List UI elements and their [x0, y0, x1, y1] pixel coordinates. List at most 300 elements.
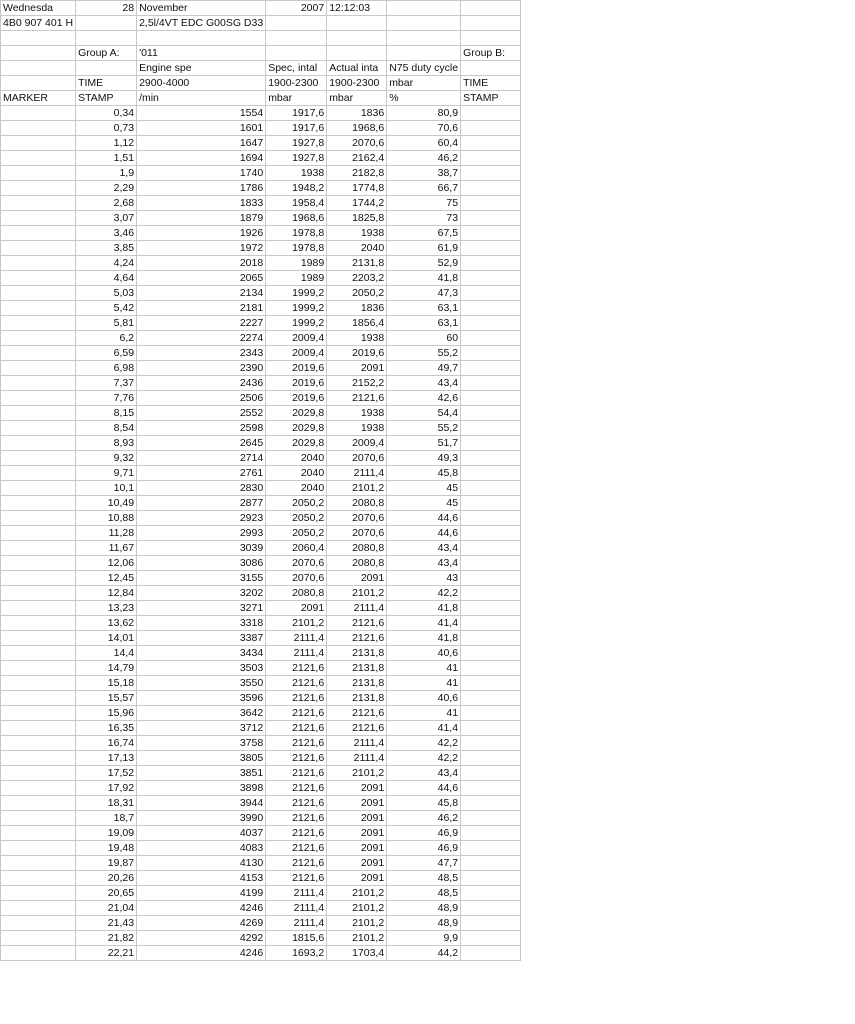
marker-cell[interactable]: [1, 105, 76, 120]
header-cell[interactable]: [327, 45, 387, 60]
data-cell[interactable]: 9,9: [387, 930, 461, 945]
data-cell[interactable]: 17,92: [76, 780, 137, 795]
group-b-cell[interactable]: [461, 450, 521, 465]
data-cell[interactable]: 2877: [137, 495, 266, 510]
data-cell[interactable]: 1938: [327, 405, 387, 420]
marker-cell[interactable]: [1, 675, 76, 690]
data-cell[interactable]: 2131,8: [327, 660, 387, 675]
data-cell[interactable]: 2506: [137, 390, 266, 405]
marker-cell[interactable]: [1, 285, 76, 300]
data-cell[interactable]: 63,1: [387, 315, 461, 330]
data-cell[interactable]: 2121,6: [266, 765, 327, 780]
data-cell[interactable]: 2080,8: [327, 540, 387, 555]
marker-cell[interactable]: [1, 240, 76, 255]
data-cell[interactable]: 9,32: [76, 450, 137, 465]
data-cell[interactable]: 1836: [327, 105, 387, 120]
header-cell[interactable]: Group A:: [76, 45, 137, 60]
marker-cell[interactable]: [1, 315, 76, 330]
data-cell[interactable]: 2111,4: [327, 465, 387, 480]
header-cell[interactable]: 2900-4000: [137, 75, 266, 90]
data-cell[interactable]: 2111,4: [327, 750, 387, 765]
header-cell[interactable]: [461, 1, 521, 16]
data-cell[interactable]: 2050,2: [266, 510, 327, 525]
data-cell[interactable]: 43,4: [387, 375, 461, 390]
header-cell[interactable]: 2,5l/4VT EDC G00SG D33: [137, 16, 266, 31]
data-cell[interactable]: 10,1: [76, 480, 137, 495]
data-cell[interactable]: 3,07: [76, 210, 137, 225]
data-cell[interactable]: 2645: [137, 435, 266, 450]
data-cell[interactable]: 2121,6: [266, 750, 327, 765]
data-cell[interactable]: 55,2: [387, 420, 461, 435]
data-cell[interactable]: 1825,8: [327, 210, 387, 225]
data-cell[interactable]: 2009,4: [266, 330, 327, 345]
header-cell[interactable]: [1, 75, 76, 90]
marker-cell[interactable]: [1, 330, 76, 345]
group-b-cell[interactable]: [461, 840, 521, 855]
data-cell[interactable]: 3851: [137, 765, 266, 780]
data-cell[interactable]: 2121,6: [266, 840, 327, 855]
data-cell[interactable]: 47,7: [387, 855, 461, 870]
group-b-cell[interactable]: [461, 405, 521, 420]
data-cell[interactable]: 14,79: [76, 660, 137, 675]
data-cell[interactable]: 54,4: [387, 405, 461, 420]
data-cell[interactable]: 2131,8: [327, 675, 387, 690]
data-cell[interactable]: 2121,6: [266, 825, 327, 840]
group-b-cell[interactable]: [461, 120, 521, 135]
data-cell[interactable]: 21,82: [76, 930, 137, 945]
marker-cell[interactable]: [1, 930, 76, 945]
marker-cell[interactable]: [1, 810, 76, 825]
data-cell[interactable]: 2091: [327, 570, 387, 585]
data-cell[interactable]: 2121,6: [266, 690, 327, 705]
data-cell[interactable]: 11,28: [76, 525, 137, 540]
data-cell[interactable]: 17,52: [76, 765, 137, 780]
group-b-cell[interactable]: [461, 495, 521, 510]
data-cell[interactable]: 1774,8: [327, 180, 387, 195]
data-cell[interactable]: 2111,4: [327, 600, 387, 615]
data-cell[interactable]: 8,93: [76, 435, 137, 450]
data-cell[interactable]: 42,2: [387, 750, 461, 765]
data-cell[interactable]: 2111,4: [266, 645, 327, 660]
data-cell[interactable]: 4269: [137, 915, 266, 930]
header-cell[interactable]: 2007: [266, 1, 327, 16]
data-cell[interactable]: 4292: [137, 930, 266, 945]
data-cell[interactable]: 3387: [137, 630, 266, 645]
data-cell[interactable]: 2121,6: [266, 780, 327, 795]
data-cell[interactable]: 1744,2: [327, 195, 387, 210]
header-cell[interactable]: mbar: [387, 75, 461, 90]
data-cell[interactable]: 5,42: [76, 300, 137, 315]
marker-cell[interactable]: [1, 375, 76, 390]
data-cell[interactable]: 2050,2: [327, 285, 387, 300]
marker-cell[interactable]: [1, 435, 76, 450]
data-cell[interactable]: 14,01: [76, 630, 137, 645]
data-cell[interactable]: 2029,8: [266, 420, 327, 435]
data-cell[interactable]: 1,51: [76, 150, 137, 165]
data-cell[interactable]: 1694: [137, 150, 266, 165]
data-cell[interactable]: 3155: [137, 570, 266, 585]
data-cell[interactable]: 2121,6: [266, 855, 327, 870]
data-cell[interactable]: 2101,2: [327, 900, 387, 915]
data-cell[interactable]: 1968,6: [266, 210, 327, 225]
data-cell[interactable]: 4199: [137, 885, 266, 900]
data-cell[interactable]: 13,23: [76, 600, 137, 615]
data-cell[interactable]: 1601: [137, 120, 266, 135]
data-cell[interactable]: 18,7: [76, 810, 137, 825]
marker-cell[interactable]: [1, 945, 76, 960]
header-cell[interactable]: [327, 31, 387, 46]
data-cell[interactable]: 2070,6: [327, 450, 387, 465]
data-cell[interactable]: 2181: [137, 300, 266, 315]
data-cell[interactable]: 41,4: [387, 720, 461, 735]
marker-cell[interactable]: [1, 180, 76, 195]
data-cell[interactable]: 45: [387, 480, 461, 495]
data-cell[interactable]: 5,81: [76, 315, 137, 330]
data-cell[interactable]: 2101,2: [327, 885, 387, 900]
data-cell[interactable]: 1999,2: [266, 315, 327, 330]
header-cell[interactable]: [387, 45, 461, 60]
header-cell[interactable]: STAMP: [461, 90, 521, 105]
data-cell[interactable]: 3712: [137, 720, 266, 735]
group-b-cell[interactable]: [461, 420, 521, 435]
data-cell[interactable]: 2121,6: [327, 630, 387, 645]
header-cell[interactable]: [1, 60, 76, 75]
data-cell[interactable]: 4,24: [76, 255, 137, 270]
data-cell[interactable]: 2009,4: [266, 345, 327, 360]
data-cell[interactable]: 2091: [327, 840, 387, 855]
group-b-cell[interactable]: [461, 255, 521, 270]
marker-cell[interactable]: [1, 900, 76, 915]
data-cell[interactable]: 13,62: [76, 615, 137, 630]
header-cell[interactable]: 4B0 907 401 H: [1, 16, 76, 31]
data-cell[interactable]: 2009,4: [327, 435, 387, 450]
data-cell[interactable]: 41,8: [387, 270, 461, 285]
data-cell[interactable]: 1938: [327, 330, 387, 345]
group-b-cell[interactable]: [461, 540, 521, 555]
data-cell[interactable]: 46,2: [387, 810, 461, 825]
group-b-cell[interactable]: [461, 690, 521, 705]
marker-cell[interactable]: [1, 690, 76, 705]
group-b-cell[interactable]: [461, 870, 521, 885]
data-cell[interactable]: 46,2: [387, 150, 461, 165]
data-cell[interactable]: 2121,6: [327, 720, 387, 735]
data-cell[interactable]: 4153: [137, 870, 266, 885]
marker-cell[interactable]: [1, 135, 76, 150]
group-b-cell[interactable]: [461, 810, 521, 825]
data-cell[interactable]: 19,09: [76, 825, 137, 840]
marker-cell[interactable]: [1, 480, 76, 495]
data-cell[interactable]: 41: [387, 675, 461, 690]
data-cell[interactable]: 3503: [137, 660, 266, 675]
data-cell[interactable]: 2019,6: [327, 345, 387, 360]
header-cell[interactable]: mbar: [327, 90, 387, 105]
data-cell[interactable]: 2121,6: [327, 390, 387, 405]
data-cell[interactable]: 1926: [137, 225, 266, 240]
data-cell[interactable]: 2436: [137, 375, 266, 390]
marker-cell[interactable]: [1, 600, 76, 615]
data-cell[interactable]: 4,64: [76, 270, 137, 285]
data-cell[interactable]: 1978,8: [266, 225, 327, 240]
data-cell[interactable]: 2029,8: [266, 405, 327, 420]
data-cell[interactable]: 2080,8: [327, 495, 387, 510]
group-b-cell[interactable]: [461, 765, 521, 780]
marker-cell[interactable]: [1, 255, 76, 270]
marker-cell[interactable]: [1, 885, 76, 900]
data-cell[interactable]: 41: [387, 660, 461, 675]
data-cell[interactable]: 44,2: [387, 945, 461, 960]
data-cell[interactable]: 8,15: [76, 405, 137, 420]
header-cell[interactable]: 1900-2300: [266, 75, 327, 90]
marker-cell[interactable]: [1, 345, 76, 360]
data-cell[interactable]: 2091: [266, 600, 327, 615]
marker-cell[interactable]: [1, 570, 76, 585]
data-cell[interactable]: 2923: [137, 510, 266, 525]
data-cell[interactable]: 66,7: [387, 180, 461, 195]
data-cell[interactable]: 67,5: [387, 225, 461, 240]
marker-cell[interactable]: [1, 360, 76, 375]
data-cell[interactable]: 60: [387, 330, 461, 345]
group-b-cell[interactable]: [461, 510, 521, 525]
data-cell[interactable]: 1958,4: [266, 195, 327, 210]
data-cell[interactable]: 2065: [137, 270, 266, 285]
group-b-cell[interactable]: [461, 465, 521, 480]
marker-cell[interactable]: [1, 840, 76, 855]
header-cell[interactable]: [387, 1, 461, 16]
data-cell[interactable]: 49,3: [387, 450, 461, 465]
marker-cell[interactable]: [1, 765, 76, 780]
header-cell[interactable]: 28: [76, 1, 137, 16]
data-cell[interactable]: 3990: [137, 810, 266, 825]
group-b-cell[interactable]: [461, 900, 521, 915]
data-cell[interactable]: 11,67: [76, 540, 137, 555]
group-b-cell[interactable]: [461, 675, 521, 690]
data-cell[interactable]: 2070,6: [327, 135, 387, 150]
group-b-cell[interactable]: [461, 435, 521, 450]
marker-cell[interactable]: [1, 750, 76, 765]
header-cell[interactable]: [461, 16, 521, 31]
marker-cell[interactable]: [1, 405, 76, 420]
data-cell[interactable]: 2203,2: [327, 270, 387, 285]
data-cell[interactable]: 10,88: [76, 510, 137, 525]
header-cell[interactable]: MARKER: [1, 90, 76, 105]
data-cell[interactable]: 3642: [137, 705, 266, 720]
data-cell[interactable]: 19,87: [76, 855, 137, 870]
data-cell[interactable]: 42,2: [387, 735, 461, 750]
data-cell[interactable]: 3,85: [76, 240, 137, 255]
data-cell[interactable]: 1879: [137, 210, 266, 225]
group-b-cell[interactable]: [461, 105, 521, 120]
data-cell[interactable]: 2121,6: [266, 720, 327, 735]
group-b-cell[interactable]: [461, 630, 521, 645]
data-cell[interactable]: 2111,4: [266, 915, 327, 930]
header-cell[interactable]: Actual inta: [327, 60, 387, 75]
data-cell[interactable]: 46,9: [387, 840, 461, 855]
data-cell[interactable]: 2050,2: [266, 495, 327, 510]
data-cell[interactable]: 19,48: [76, 840, 137, 855]
data-cell[interactable]: 2019,6: [266, 390, 327, 405]
data-cell[interactable]: 4246: [137, 900, 266, 915]
data-cell[interactable]: 6,2: [76, 330, 137, 345]
data-cell[interactable]: 1927,8: [266, 150, 327, 165]
data-cell[interactable]: 2070,6: [327, 510, 387, 525]
marker-cell[interactable]: [1, 270, 76, 285]
header-cell[interactable]: 1900-2300: [327, 75, 387, 90]
data-cell[interactable]: 43,4: [387, 555, 461, 570]
data-cell[interactable]: 45,8: [387, 465, 461, 480]
group-b-cell[interactable]: [461, 930, 521, 945]
data-cell[interactable]: 2121,6: [266, 810, 327, 825]
group-b-cell[interactable]: [461, 885, 521, 900]
data-cell[interactable]: 15,18: [76, 675, 137, 690]
marker-cell[interactable]: [1, 855, 76, 870]
data-cell[interactable]: 2091: [327, 360, 387, 375]
data-cell[interactable]: 42,6: [387, 390, 461, 405]
data-cell[interactable]: 2018: [137, 255, 266, 270]
marker-cell[interactable]: [1, 390, 76, 405]
data-cell[interactable]: 3,46: [76, 225, 137, 240]
data-cell[interactable]: 3596: [137, 690, 266, 705]
group-b-cell[interactable]: [461, 705, 521, 720]
header-cell[interactable]: mbar: [266, 90, 327, 105]
group-b-cell[interactable]: [461, 330, 521, 345]
data-cell[interactable]: 2101,2: [327, 915, 387, 930]
data-cell[interactable]: 48,9: [387, 900, 461, 915]
data-cell[interactable]: 48,5: [387, 870, 461, 885]
group-b-cell[interactable]: [461, 750, 521, 765]
data-cell[interactable]: 2993: [137, 525, 266, 540]
group-b-cell[interactable]: [461, 210, 521, 225]
data-cell[interactable]: 63,1: [387, 300, 461, 315]
data-cell[interactable]: 70,6: [387, 120, 461, 135]
data-cell[interactable]: 1917,6: [266, 120, 327, 135]
group-b-cell[interactable]: [461, 615, 521, 630]
header-cell[interactable]: [387, 31, 461, 46]
data-cell[interactable]: 2080,8: [327, 555, 387, 570]
data-cell[interactable]: 1786: [137, 180, 266, 195]
header-cell[interactable]: [76, 16, 137, 31]
data-cell[interactable]: 2134: [137, 285, 266, 300]
group-b-cell[interactable]: [461, 720, 521, 735]
data-cell[interactable]: 17,13: [76, 750, 137, 765]
header-cell[interactable]: [266, 16, 327, 31]
data-cell[interactable]: 0,73: [76, 120, 137, 135]
group-b-cell[interactable]: [461, 375, 521, 390]
data-cell[interactable]: 45,8: [387, 795, 461, 810]
data-cell[interactable]: 5,03: [76, 285, 137, 300]
marker-cell[interactable]: [1, 615, 76, 630]
data-cell[interactable]: 2070,6: [327, 525, 387, 540]
header-cell[interactable]: [461, 31, 521, 46]
marker-cell[interactable]: [1, 465, 76, 480]
data-cell[interactable]: 47,3: [387, 285, 461, 300]
group-b-cell[interactable]: [461, 585, 521, 600]
group-b-cell[interactable]: [461, 795, 521, 810]
data-cell[interactable]: 2091: [327, 855, 387, 870]
marker-cell[interactable]: [1, 915, 76, 930]
data-cell[interactable]: 1856,4: [327, 315, 387, 330]
data-cell[interactable]: 45: [387, 495, 461, 510]
data-cell[interactable]: 44,6: [387, 780, 461, 795]
marker-cell[interactable]: [1, 225, 76, 240]
data-cell[interactable]: 2390: [137, 360, 266, 375]
data-cell[interactable]: 55,2: [387, 345, 461, 360]
data-cell[interactable]: 3898: [137, 780, 266, 795]
data-cell[interactable]: 1999,2: [266, 285, 327, 300]
data-cell[interactable]: 43,4: [387, 540, 461, 555]
marker-cell[interactable]: [1, 210, 76, 225]
header-cell[interactable]: [76, 31, 137, 46]
header-cell[interactable]: [76, 60, 137, 75]
data-cell[interactable]: 2101,2: [266, 615, 327, 630]
group-b-cell[interactable]: [461, 135, 521, 150]
data-cell[interactable]: 2121,6: [327, 705, 387, 720]
marker-cell[interactable]: [1, 195, 76, 210]
marker-cell[interactable]: [1, 555, 76, 570]
data-cell[interactable]: 8,54: [76, 420, 137, 435]
data-cell[interactable]: 1989: [266, 270, 327, 285]
data-cell[interactable]: 4083: [137, 840, 266, 855]
group-b-cell[interactable]: [461, 480, 521, 495]
group-b-cell[interactable]: [461, 180, 521, 195]
data-cell[interactable]: 2714: [137, 450, 266, 465]
header-cell[interactable]: TIME: [76, 75, 137, 90]
data-cell[interactable]: 22,21: [76, 945, 137, 960]
data-cell[interactable]: 4037: [137, 825, 266, 840]
data-cell[interactable]: 2162,4: [327, 150, 387, 165]
data-cell[interactable]: 2101,2: [327, 480, 387, 495]
data-cell[interactable]: 2040: [327, 240, 387, 255]
data-cell[interactable]: 12,84: [76, 585, 137, 600]
header-cell[interactable]: [1, 31, 76, 46]
header-cell[interactable]: %: [387, 90, 461, 105]
data-cell[interactable]: 1917,6: [266, 105, 327, 120]
data-cell[interactable]: 4246: [137, 945, 266, 960]
group-b-cell[interactable]: [461, 855, 521, 870]
data-cell[interactable]: 2121,6: [266, 705, 327, 720]
data-cell[interactable]: 20,65: [76, 885, 137, 900]
data-cell[interactable]: 12,06: [76, 555, 137, 570]
data-cell[interactable]: 2101,2: [327, 930, 387, 945]
marker-cell[interactable]: [1, 825, 76, 840]
data-cell[interactable]: 2121,6: [266, 795, 327, 810]
data-cell[interactable]: 1,12: [76, 135, 137, 150]
data-cell[interactable]: 2019,6: [266, 375, 327, 390]
marker-cell[interactable]: [1, 150, 76, 165]
group-b-cell[interactable]: [461, 660, 521, 675]
header-cell[interactable]: [137, 31, 266, 46]
data-cell[interactable]: 2121,6: [266, 735, 327, 750]
data-cell[interactable]: 60,4: [387, 135, 461, 150]
data-cell[interactable]: 3039: [137, 540, 266, 555]
data-cell[interactable]: 2131,8: [327, 645, 387, 660]
data-cell[interactable]: 2040: [266, 480, 327, 495]
data-cell[interactable]: 46,9: [387, 825, 461, 840]
data-cell[interactable]: 3758: [137, 735, 266, 750]
data-cell[interactable]: 2091: [327, 795, 387, 810]
data-cell[interactable]: 2101,2: [327, 585, 387, 600]
marker-cell[interactable]: [1, 525, 76, 540]
data-cell[interactable]: 2111,4: [327, 735, 387, 750]
data-cell[interactable]: 41,8: [387, 630, 461, 645]
marker-cell[interactable]: [1, 795, 76, 810]
data-cell[interactable]: 21,43: [76, 915, 137, 930]
header-cell[interactable]: [266, 31, 327, 46]
data-cell[interactable]: 3086: [137, 555, 266, 570]
marker-cell[interactable]: [1, 870, 76, 885]
data-cell[interactable]: 4130: [137, 855, 266, 870]
data-cell[interactable]: 75: [387, 195, 461, 210]
marker-cell[interactable]: [1, 735, 76, 750]
